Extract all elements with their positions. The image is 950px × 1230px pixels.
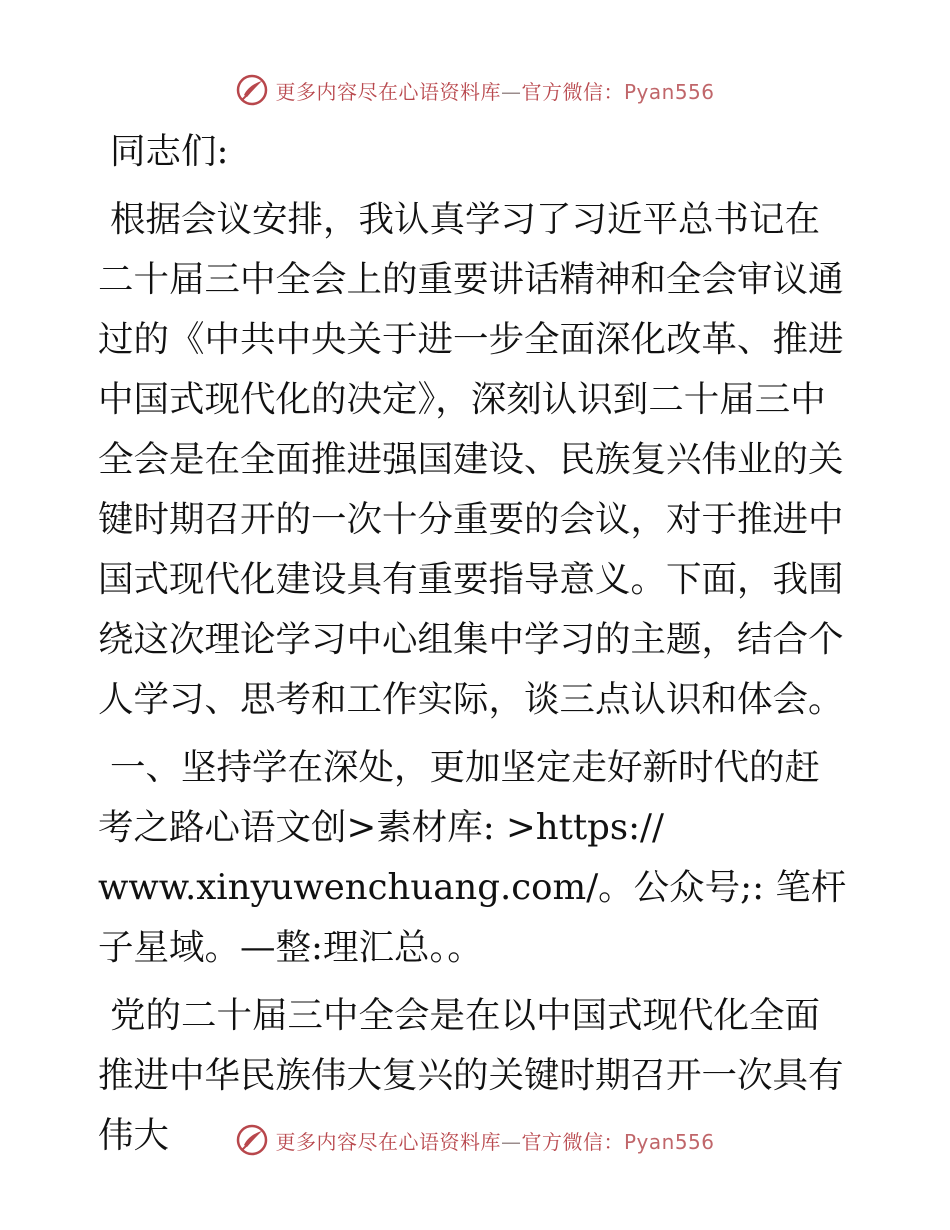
watermark-text: 更多内容尽在心语资料库—官方微信：Pyan556 bbox=[275, 79, 715, 104]
watermark-account: Pyan556 bbox=[623, 1129, 715, 1154]
watermark-text: 更多内容尽在心语资料库—官方微信：Pyan556 bbox=[275, 1129, 715, 1154]
paragraph-intro: 根据会议安排，我认真学习了习近平总书记在二十届三中全会上的重要讲话精神和全会审议通过的《中共中央关于进一步全面深化改革、推进中国式现代化的决定》，深刻认识到二十届三中全会是在全面推进强国建设、民族复兴伟业的关键时期召开的一次十分重要的会议，对于推进中国式现代化建设具有重要指导意义。下面，我围绕这次理论学习中心组集中学习的主题，结合个人学习、思考和工作实际，谈三点认识和体会。 bbox=[98, 199, 844, 720]
greeting: 同志们: bbox=[110, 131, 229, 172]
watermark-account: Pyan556 bbox=[623, 79, 715, 104]
paragraph-section-one-heading: 一、坚持学在深处，更加坚定走好新时代的赶考之路心语文创>素材库: >https:// www.xinyuwenchuang.com/。公众号;: 笔杆子星域。—整:理汇总。。 bbox=[98, 747, 847, 968]
pen-logo-icon bbox=[235, 73, 269, 107]
document-body bbox=[98, 122, 850, 1166]
pen-logo-icon bbox=[235, 1123, 269, 1157]
paragraph-section-one-body: 党的二十届三中全会是在以中国式现代化全面推进中华民族伟大复兴的关键时期召开一次具有伟大 bbox=[98, 995, 844, 1156]
watermark-banner-top bbox=[0, 70, 950, 110]
watermark-banner-bottom bbox=[0, 1120, 950, 1160]
